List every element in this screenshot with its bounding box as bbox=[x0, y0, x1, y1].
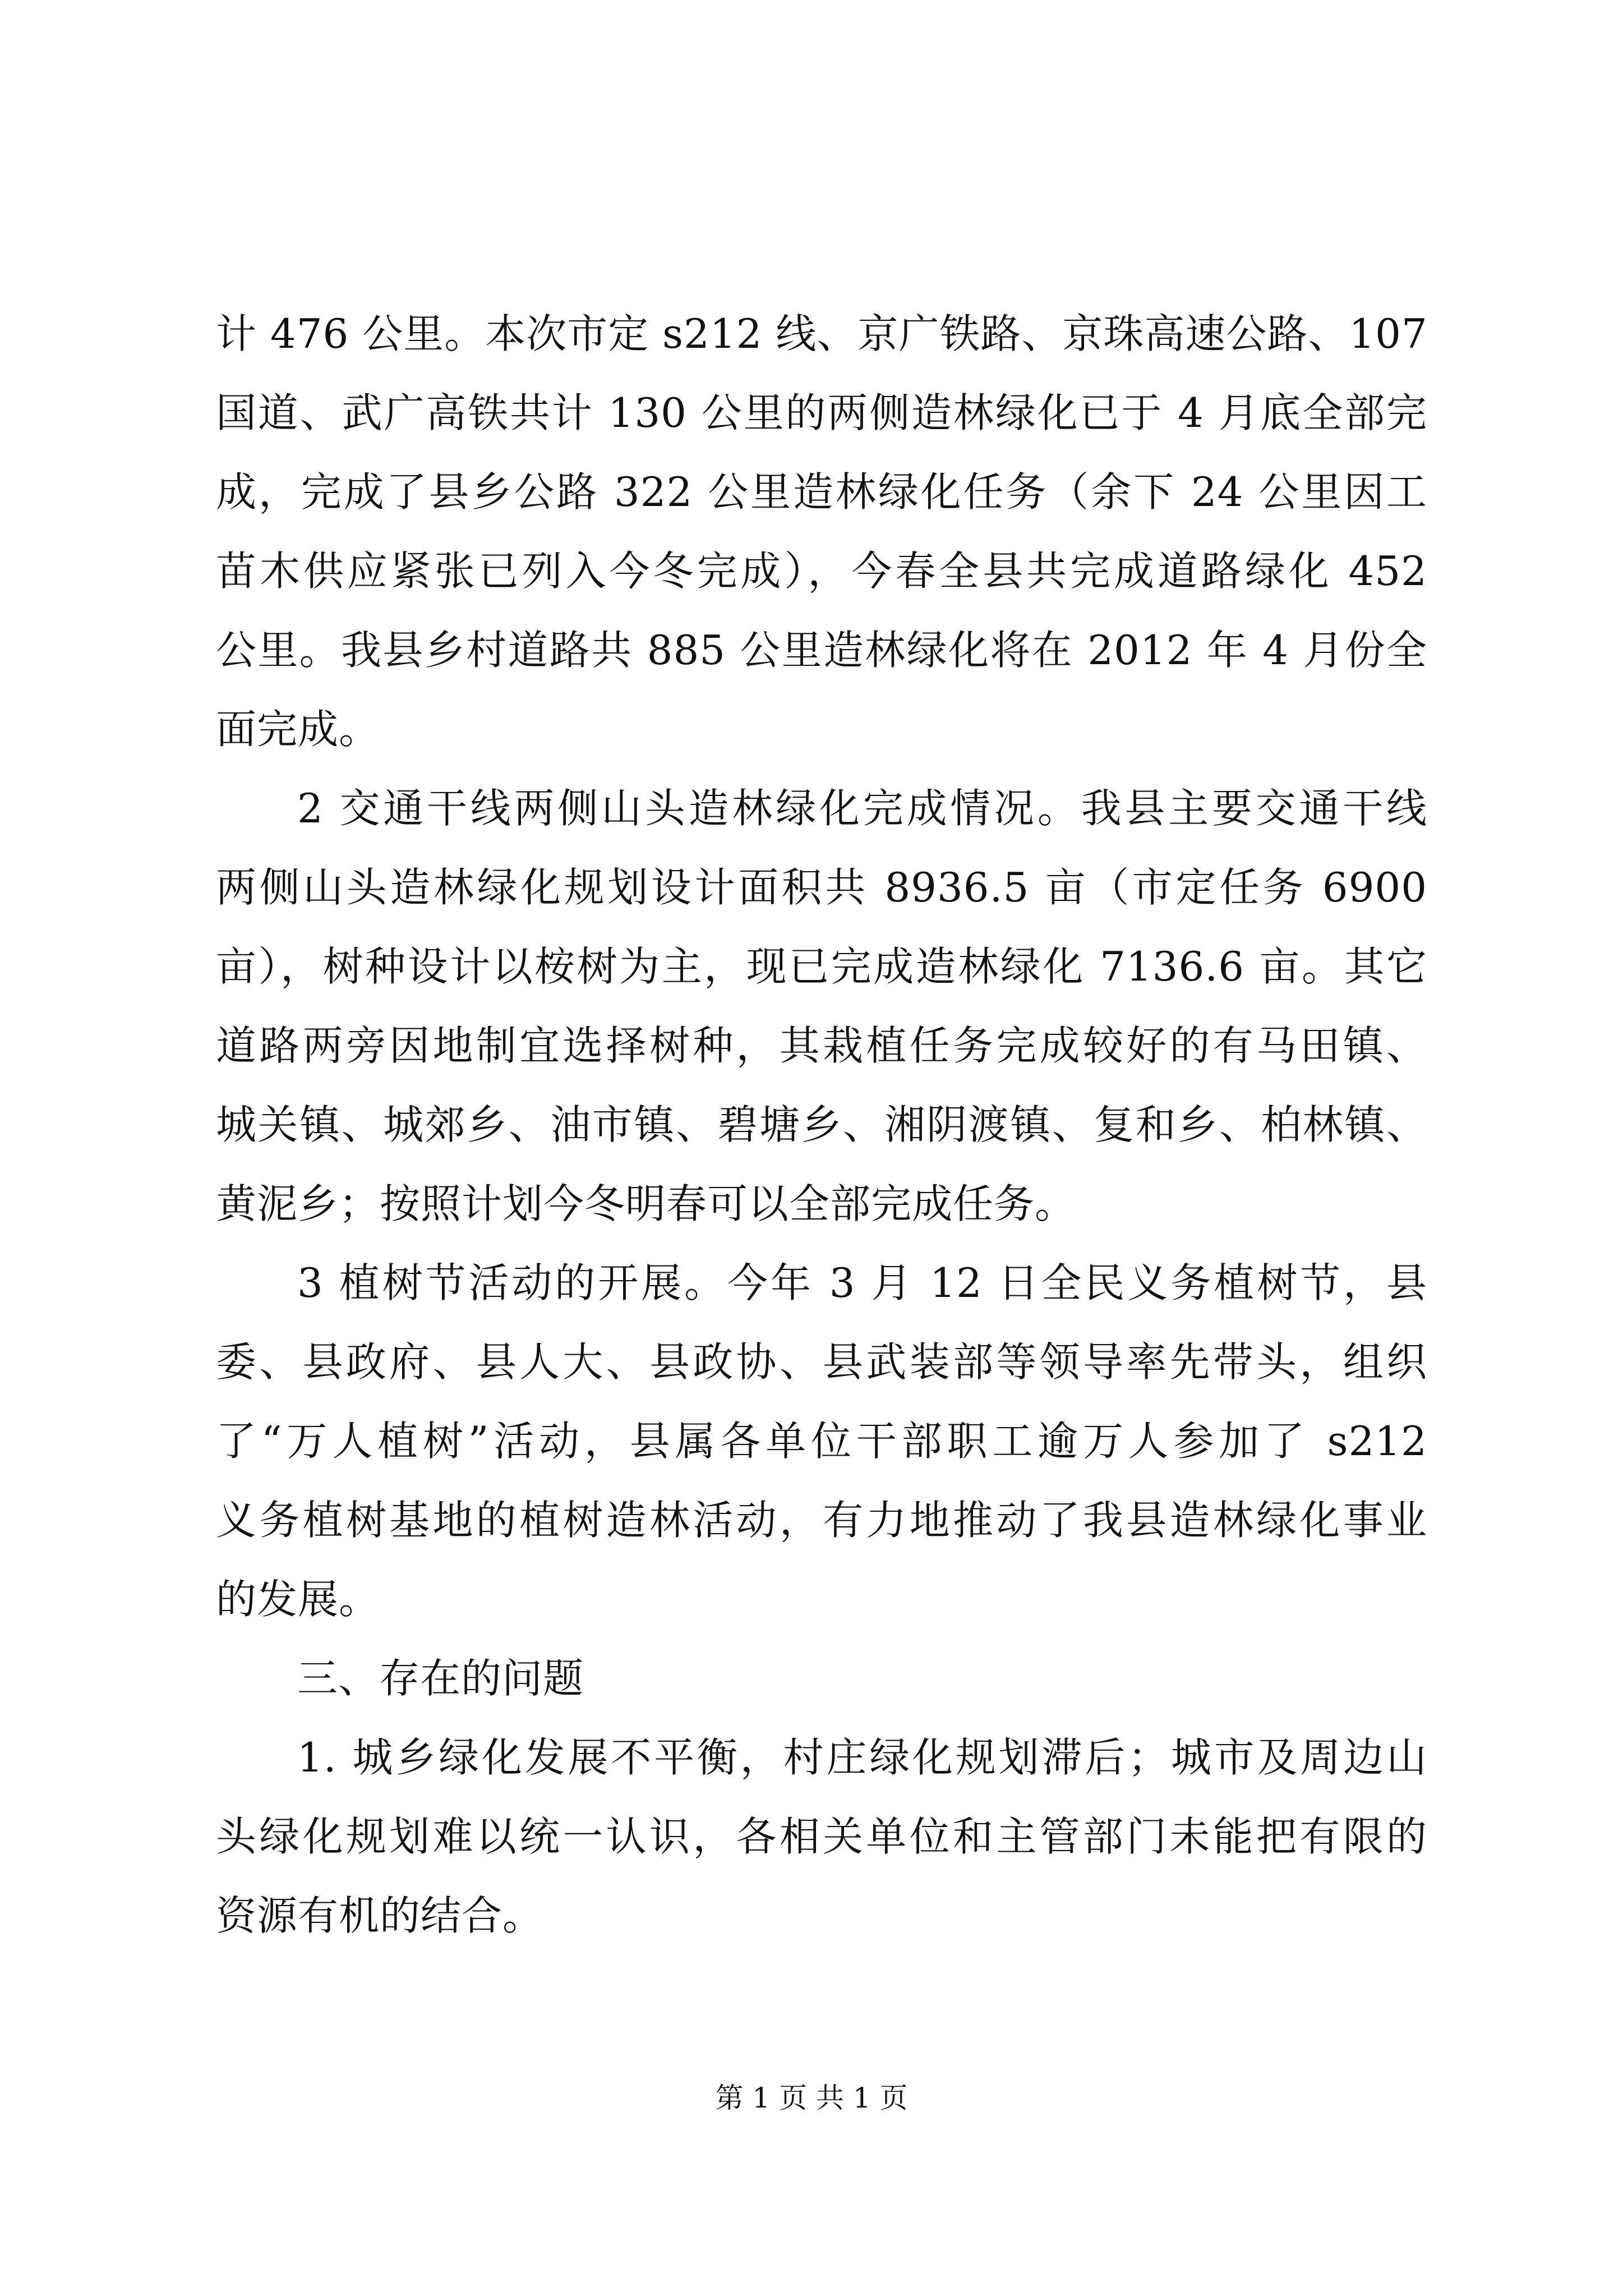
text-line: 城关镇、城郊乡、油市镇、碧塘乡、湘阴渡镇、复和乡、柏林镇、 bbox=[216, 1101, 1427, 1148]
text-line: 面完成。 bbox=[216, 706, 380, 753]
text-line: 黄泥乡；按照计划今冬明春可以全部完成任务。 bbox=[216, 1180, 1076, 1227]
text-line: 道路两旁因地制宜选择树种，其栽植任务完成较好的有马田镇、 bbox=[216, 1022, 1427, 1069]
text-line: 头绿化规划难以统一认识，各相关单位和主管部门未能把有限的 bbox=[216, 1813, 1427, 1860]
text-line: 委、县政府、县人大、县政协、县武装部等领导率先带头，组织 bbox=[216, 1338, 1427, 1386]
text-line: 的发展。 bbox=[216, 1576, 380, 1623]
text-line: 资源有机的结合。 bbox=[216, 1892, 544, 1939]
text-line: 成，完成了县乡公路 322 公里造林绿化任务（余下 24 公里因工 bbox=[216, 468, 1427, 516]
page-footer: 第 1 页 共 1 页 bbox=[715, 2082, 908, 2114]
section-heading: 三、存在的问题 bbox=[297, 1655, 584, 1702]
text-line: 国道、武广高铁共计 130 公里的两侧造林绿化已于 4 月底全部完 bbox=[216, 389, 1427, 436]
text-line: 两侧山头造林绿化规划设计面积共 8936.5 亩（市定任务 6900 bbox=[216, 864, 1427, 911]
text-line: 亩），树种设计以桉树为主，现已完成造林绿化 7136.6 亩。其它 bbox=[216, 943, 1427, 990]
text-line: 义务植树基地的植树造林活动，有力地推动了我县造林绿化事业 bbox=[216, 1497, 1427, 1544]
text-line: 苗木供应紧张已列入今冬完成），今春全县共完成道路绿化 452 bbox=[216, 547, 1427, 595]
text-line: 了“万人植树”活动，县属各单位干部职工逾万人参加了 s212 bbox=[216, 1418, 1427, 1465]
text-line: 计 476 公里。本次市定 s212 线、京广铁路、京珠高速公路、107 bbox=[216, 310, 1428, 357]
paragraph-first-line: 3 植树节活动的开展。今年 3 月 12 日全民义务植树节，县 bbox=[297, 1259, 1427, 1306]
paragraph-first-line: 1. 城乡绿化发展不平衡，村庄绿化规划滞后；城市及周边山 bbox=[297, 1734, 1427, 1781]
paragraph-first-line: 2 交通干线两侧山头造林绿化完成情况。我县主要交通干线 bbox=[297, 785, 1427, 832]
text-line: 公里。我县乡村道路共 885 公里造林绿化将在 2012 年 4 月份全 bbox=[216, 627, 1427, 674]
